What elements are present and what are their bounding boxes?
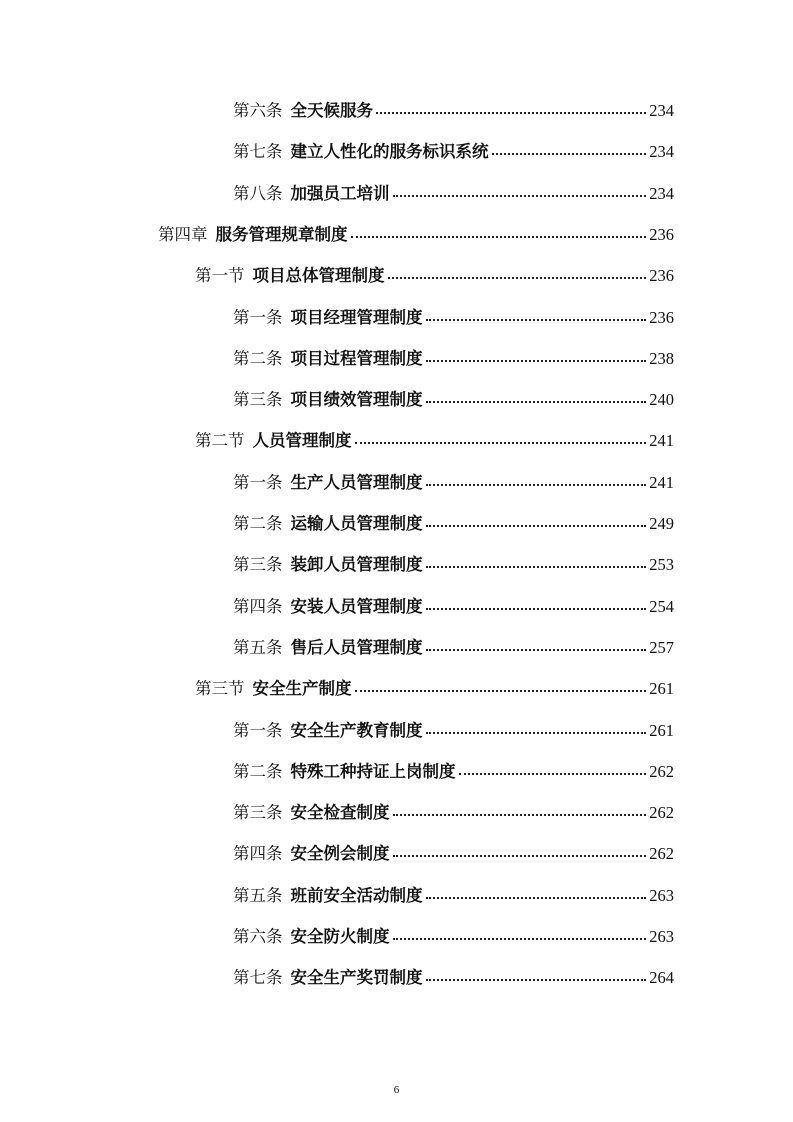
toc-entry-page: 264 — [649, 968, 674, 988]
toc-entry-page: 234 — [649, 183, 674, 203]
toc-entry[interactable] — [233, 922, 674, 952]
toc-dot-leader — [426, 359, 647, 362]
toc-entry-title: 人员管理制度 — [252, 431, 352, 451]
toc-entry[interactable] — [233, 96, 674, 126]
toc-dot-leader — [388, 276, 647, 279]
toc-entry-number: 第二节 — [195, 431, 245, 451]
toc-entry-number: 第六条 — [233, 927, 283, 946]
toc-entry-number: 第三条 — [233, 803, 283, 823]
toc-dot-leader — [492, 152, 647, 155]
toc-entry[interactable] — [233, 468, 674, 498]
toc-entry-page: 236 — [649, 266, 674, 286]
toc-dot-leader — [426, 400, 647, 403]
toc-entry-number: 第四章 — [158, 224, 208, 244]
toc-entry[interactable] — [233, 881, 674, 911]
toc-entry-label — [233, 963, 423, 993]
toc-dot-leader — [426, 648, 647, 651]
toc-entry[interactable] — [233, 344, 674, 374]
toc-entry-number: 第三节 — [195, 679, 245, 699]
toc-entry-label — [233, 509, 423, 539]
toc-entry-label — [233, 798, 390, 828]
toc-entry[interactable] — [233, 716, 674, 746]
toc-entry[interactable] — [233, 137, 674, 167]
toc-entry-page: 262 — [649, 844, 674, 864]
toc-entry-label — [233, 592, 423, 622]
toc-entry[interactable] — [233, 839, 674, 869]
toc-entry-number: 第七条 — [233, 968, 283, 988]
toc-entry-label — [233, 757, 456, 787]
toc-entry-title: 运输人员管理制度 — [290, 514, 423, 533]
toc-entry-page: 262 — [649, 761, 674, 781]
toc-entry-label — [233, 550, 423, 580]
toc-dot-leader — [393, 937, 647, 940]
toc-entry-title: 安全检查制度 — [290, 803, 390, 823]
toc-dot-leader — [426, 483, 647, 486]
toc-entry[interactable] — [233, 179, 674, 209]
toc-entry-title: 装卸人员管理制度 — [290, 555, 423, 575]
toc-entry-number: 第二条 — [233, 348, 283, 368]
toc-entry[interactable] — [233, 633, 674, 663]
toc-dot-leader — [393, 854, 647, 857]
toc-entry-title: 安全生产制度 — [252, 679, 352, 699]
toc-entry-title: 项目过程管理制度 — [290, 348, 423, 368]
toc-entry-title: 项目绩效管理制度 — [290, 390, 423, 410]
toc-entry-page: 254 — [649, 596, 674, 616]
toc-entry-number: 第一节 — [195, 266, 245, 286]
page-number: 6 — [393, 1084, 400, 1096]
toc-entry-title: 安全防火制度 — [290, 927, 390, 946]
toc-entry-label — [158, 220, 348, 250]
toc-entry-label — [233, 881, 423, 911]
toc-entry[interactable] — [195, 261, 674, 291]
toc-entry-label — [195, 426, 352, 456]
toc-entry-title: 项目总体管理制度 — [252, 266, 385, 286]
toc-entry-number: 第六条 — [233, 101, 283, 120]
toc-entry-title: 项目经理管理制度 — [290, 307, 423, 327]
toc-dot-leader — [426, 524, 647, 527]
toc-entry[interactable] — [195, 674, 674, 704]
toc-entry[interactable] — [233, 963, 674, 993]
toc-entry[interactable] — [233, 303, 674, 333]
toc-entry-title: 建立人性化的服务标识系统 — [290, 142, 489, 162]
toc-entry-number: 第一条 — [233, 307, 283, 327]
toc-entry-number: 第三条 — [233, 390, 283, 410]
toc-entry-page: 238 — [649, 348, 674, 368]
toc-entry-title: 特殊工种持证上岗制度 — [290, 761, 456, 781]
toc-dot-leader — [426, 731, 647, 734]
toc-dot-leader — [459, 772, 647, 775]
toc-entry-number: 第五条 — [233, 885, 283, 905]
toc-entry-title: 生产人员管理制度 — [290, 472, 423, 492]
toc-entry-page: 240 — [649, 390, 674, 410]
toc-entry-label — [233, 839, 390, 869]
toc-entry-page: 253 — [649, 555, 674, 575]
toc-entry-number: 第三条 — [233, 555, 283, 575]
toc-entry[interactable] — [158, 220, 674, 250]
toc-entry-number: 第八条 — [233, 183, 283, 203]
toc-entry-title: 安装人员管理制度 — [290, 596, 423, 616]
toc-entry-page: 241 — [649, 431, 674, 451]
toc-entry-title: 服务管理规章制度 — [215, 224, 348, 244]
toc-entry-label — [233, 633, 423, 663]
toc-entry-title: 售后人员管理制度 — [290, 637, 423, 657]
toc-entry-page: 261 — [649, 720, 674, 740]
toc-entry-page: 263 — [649, 885, 674, 905]
toc-entry[interactable] — [233, 509, 674, 539]
toc-entry-label — [233, 922, 390, 952]
toc-dot-leader — [426, 978, 647, 981]
toc-entry-title: 安全生产教育制度 — [290, 720, 423, 740]
toc-entry[interactable] — [233, 757, 674, 787]
toc-entry-number: 第一条 — [233, 472, 283, 492]
toc-entry-page: 241 — [649, 472, 674, 492]
toc-entry-number: 第四条 — [233, 596, 283, 616]
toc-entry-label — [233, 716, 423, 746]
toc-entry-page: 257 — [649, 637, 674, 657]
toc-entry[interactable] — [195, 426, 674, 456]
toc-dot-leader — [426, 607, 647, 610]
toc-entry-title: 班前安全活动制度 — [290, 885, 423, 905]
toc-entry-label — [195, 674, 352, 704]
toc-entry-label — [233, 385, 423, 415]
toc-entry-label — [195, 261, 385, 291]
toc-entry-number: 第四条 — [233, 844, 283, 864]
toc-entry-title: 安全例会制度 — [290, 844, 390, 864]
toc-dot-leader — [426, 318, 647, 321]
toc-entry-label — [233, 468, 423, 498]
toc-entry-page: 249 — [649, 514, 674, 533]
toc-entry-title: 加强员工培训 — [290, 183, 390, 203]
toc-entry-page: 262 — [649, 803, 674, 823]
toc-entry-number: 第五条 — [233, 637, 283, 657]
toc-entry-page: 261 — [649, 679, 674, 699]
toc-entry-label — [233, 96, 373, 126]
toc-entry-label — [233, 344, 423, 374]
toc-dot-leader — [393, 813, 647, 816]
toc-entry-page: 236 — [649, 224, 674, 244]
toc-entry-label — [233, 303, 423, 333]
toc-entry-title: 全天候服务 — [290, 101, 373, 120]
toc-entry-number: 第七条 — [233, 142, 283, 162]
toc-dot-leader — [426, 565, 647, 568]
toc-entry-number: 第二条 — [233, 514, 283, 533]
toc-entry[interactable] — [233, 592, 674, 622]
toc-dot-leader — [376, 111, 646, 114]
toc-dot-leader — [351, 235, 647, 238]
toc-entry-page: 236 — [649, 307, 674, 327]
toc-dot-leader — [426, 896, 647, 899]
toc-entry-page: 234 — [649, 101, 674, 120]
toc-entry[interactable] — [233, 550, 674, 580]
toc-dot-leader — [355, 441, 647, 444]
toc-dot-leader — [355, 689, 647, 692]
toc-entry-number: 第一条 — [233, 720, 283, 740]
toc-entry-label — [233, 137, 489, 167]
toc-entry[interactable] — [233, 385, 674, 415]
toc-entry-number: 第二条 — [233, 761, 283, 781]
toc-entry-page: 263 — [649, 927, 674, 946]
toc-dot-leader — [393, 194, 647, 197]
toc-entry-page: 234 — [649, 142, 674, 162]
toc-entry[interactable] — [233, 798, 674, 828]
toc-entry-title: 安全生产奖罚制度 — [290, 968, 423, 988]
toc-entry-label — [233, 179, 390, 209]
